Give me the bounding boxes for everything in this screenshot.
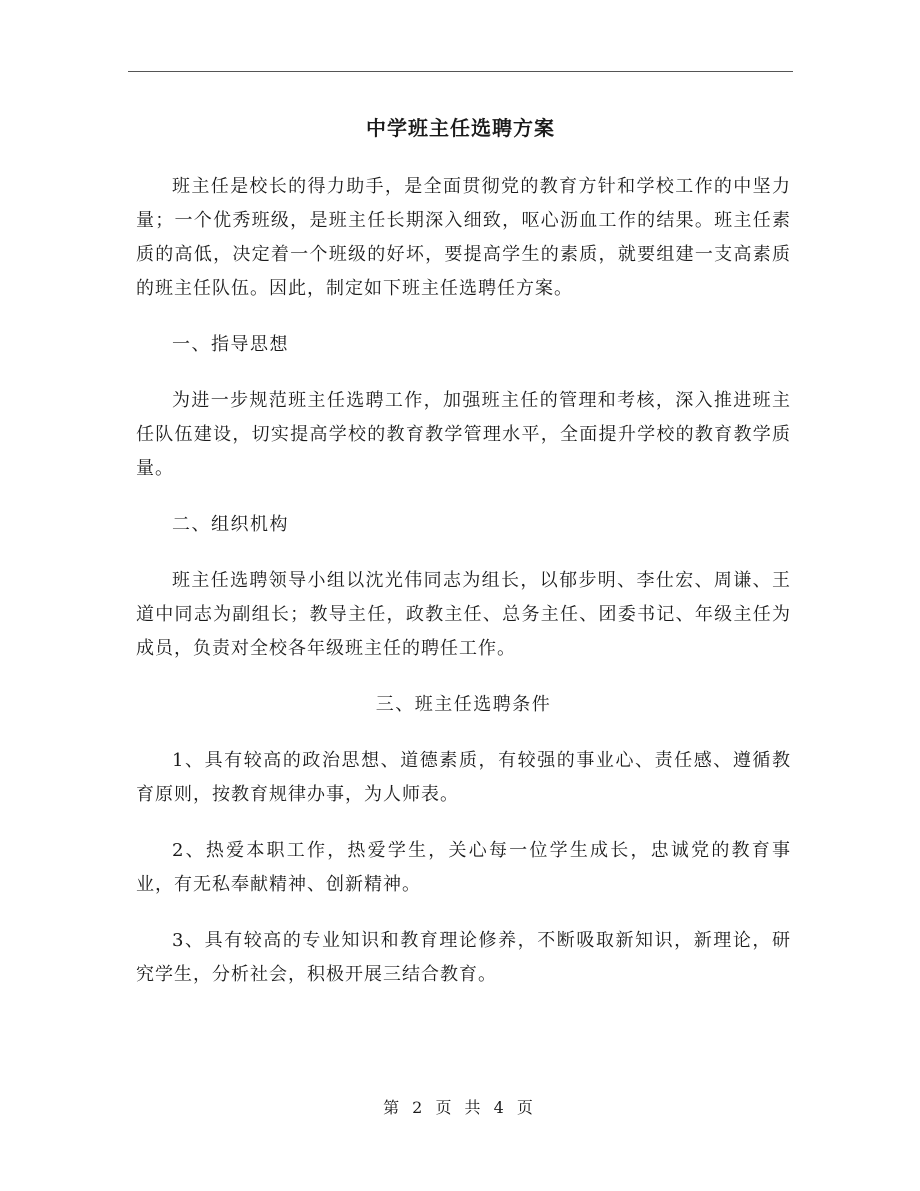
document-body <box>136 170 791 992</box>
condition-item-1: 1、具有较高的政治思想、道德素质，有较强的事业心、责任感、遵循教育原则，按教育规律办事，为人师表。 <box>136 750 791 805</box>
section-heading-conditions: 三、班主任选聘条件 <box>375 694 552 715</box>
intro-paragraph: 班主任是校长的得力助手，是全面贯彻党的教育方针和学校工作的中坚力量；一个优秀班级，是班主任长期深入细致，呕心沥血工作的结果。班主任素质的高低，决定着一个班级的好坏，要提高学生的素质，就要组建一支高素质的班主任队伍。因此，制定如下班主任选聘任方案。 <box>136 176 791 299</box>
section-heading-guiding-ideology: 一、指导思想 <box>172 334 289 355</box>
section-body-organization: 班主任选聘领导小组以沈光伟同志为组长，以郁步明、李仕宏、周谦、王道中同志为副组长；教导主任，政教主任、总务主任、团委书记、年级主任为成员，负责对全校各年级班主任的聘任工作。 <box>136 570 791 659</box>
header-rule <box>128 71 793 72</box>
condition-item-3: 3、具有较高的专业知识和教育理论修养，不断吸取新知识，新理论，研究学生，分析社会，积极开展三结合教育。 <box>136 930 791 985</box>
page-number-footer: 第 2 页 共 4 页 <box>383 1098 537 1117</box>
condition-item-2: 2、热爱本职工作，热爱学生，关心每一位学生成长，忠诚党的教育事业，有无私奉献精神、创新精神。 <box>136 840 791 895</box>
section-body-guiding-ideology: 为进一步规范班主任选聘工作，加强班主任的管理和考核，深入推进班主任队伍建设，切实提高学校的教育教学管理水平，全面提升学校的教育教学质量。 <box>136 390 791 479</box>
section-heading-organization: 二、组织机构 <box>172 514 289 535</box>
document-title: 中学班主任选聘方案 <box>366 116 555 140</box>
